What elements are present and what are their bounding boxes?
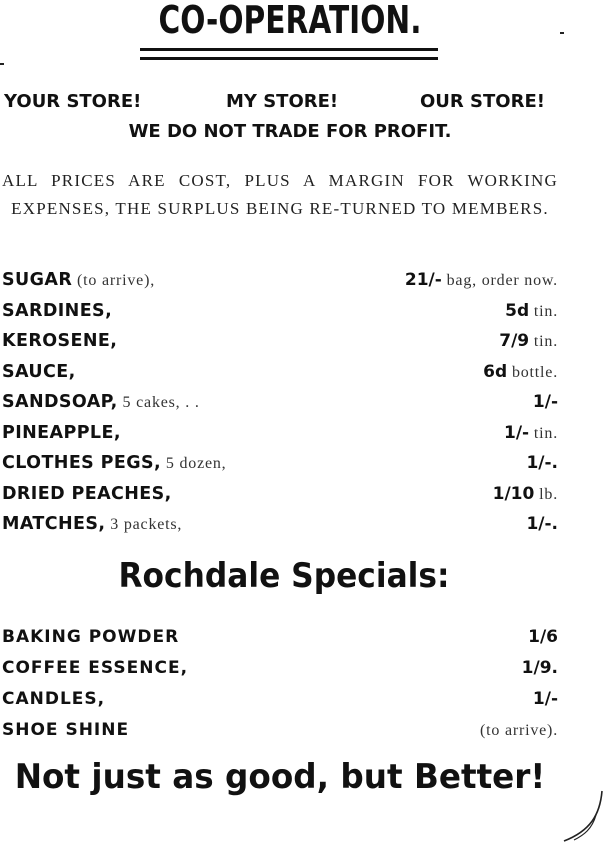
price-value: 1/10 [492,483,535,504]
price-value: 1/-. [526,514,558,534]
pricing-policy-paragraph: ALL PRICES ARE COST, PLUS A MARGIN FOR WORKING EXPENSES, THE SURPLUS BEING RE-TURNED TO MEMBERS. [2,171,558,218]
price-value: 1/6 [528,627,558,647]
specials-heading: Rochdale Specials: [118,556,450,596]
item-label: BAKING POWDER [2,627,180,647]
item-label: MATCHES, [2,514,106,534]
item-price [493,484,558,504]
list-item [2,360,558,391]
item-name [2,689,105,709]
item-label: DRIED PEACHES, [2,483,172,504]
price-unit: tin. [529,424,558,442]
item-name [2,627,179,647]
item-price [499,331,558,351]
item-label: KEROSENE, [2,331,118,351]
item-name [2,484,172,504]
item-price [480,720,558,740]
price-value: 1/-. [526,453,558,473]
item-price [526,453,558,473]
list-item [2,718,558,749]
price-value: 1/- [504,422,530,443]
price-value: 7/9 [499,331,530,351]
headline-title: CO-OPERATION. [158,0,422,42]
item-label: SHOE SHINE [2,720,130,740]
price-value: 1/- [532,689,558,709]
item-price [505,301,558,321]
list-item [2,687,558,718]
item-price [528,627,558,647]
list-item [2,421,558,452]
price-unit: tin. [529,302,558,320]
slogan-your-store: YOUR STORE! [4,91,142,112]
price-unit: tin. [529,333,558,350]
item-price [533,689,558,709]
item-price [504,423,558,443]
list-item [2,299,558,330]
item-name [2,301,112,321]
specials-list [2,625,558,749]
price-value: 1/9. [521,658,558,678]
price-unit: (to arrive). [479,722,558,739]
item-name [2,331,117,351]
price-unit: bottle. [507,363,558,381]
item-name [2,658,188,678]
list-item [2,482,558,513]
list-item [2,329,558,360]
item-label: CANDLES, [2,689,106,709]
item-label: SAUCE, [2,361,76,382]
item-note: 5 cakes, . . [117,394,200,411]
item-price [522,658,558,678]
item-price [533,392,558,412]
double-rule-bottom [140,57,438,60]
item-label: SANDSOAP, [2,392,118,412]
price-value: 21/- [404,270,442,290]
item-note: (to arrive), [72,272,156,289]
item-price [483,362,558,382]
item-note: 3 packets, [105,516,183,533]
price-list [2,268,558,543]
edge-mark [0,63,4,65]
item-note: 5 dozen, [161,455,227,472]
item-label: COFFEE ESSENCE, [2,658,189,678]
double-rule-top [140,48,438,51]
item-name [2,514,182,534]
closing-slogan: Not just as good, but Better! [14,757,546,797]
edge-mark [560,32,564,34]
list-item [2,268,558,299]
item-label: CLOTHES PEGS, [2,453,162,473]
slogan-our-store: OUR STORE! [420,91,545,112]
item-name [2,270,155,290]
item-name [2,453,226,473]
corner-curl-mark [544,785,604,845]
item-name [2,362,76,382]
no-profit-statement: WE DO NOT TRADE FOR PROFIT. [128,121,452,142]
list-item [2,451,558,482]
item-name [2,720,129,740]
price-value: 1/- [532,392,558,412]
list-item [2,625,558,656]
list-item [2,656,558,687]
item-label: SARDINES, [2,300,113,321]
price-value: 6d [483,361,508,382]
item-label: SUGAR [2,270,73,290]
item-price [405,270,558,290]
price-value: 5d [505,300,530,321]
price-unit: bag, order now. [441,272,558,289]
slogan-my-store: MY STORE! [226,91,339,112]
price-unit: lb. [534,485,558,503]
list-item [2,512,558,543]
item-name [2,392,200,412]
item-price [526,514,558,534]
item-name [2,423,121,443]
item-label: PINEAPPLE, [2,422,121,443]
list-item [2,390,558,421]
